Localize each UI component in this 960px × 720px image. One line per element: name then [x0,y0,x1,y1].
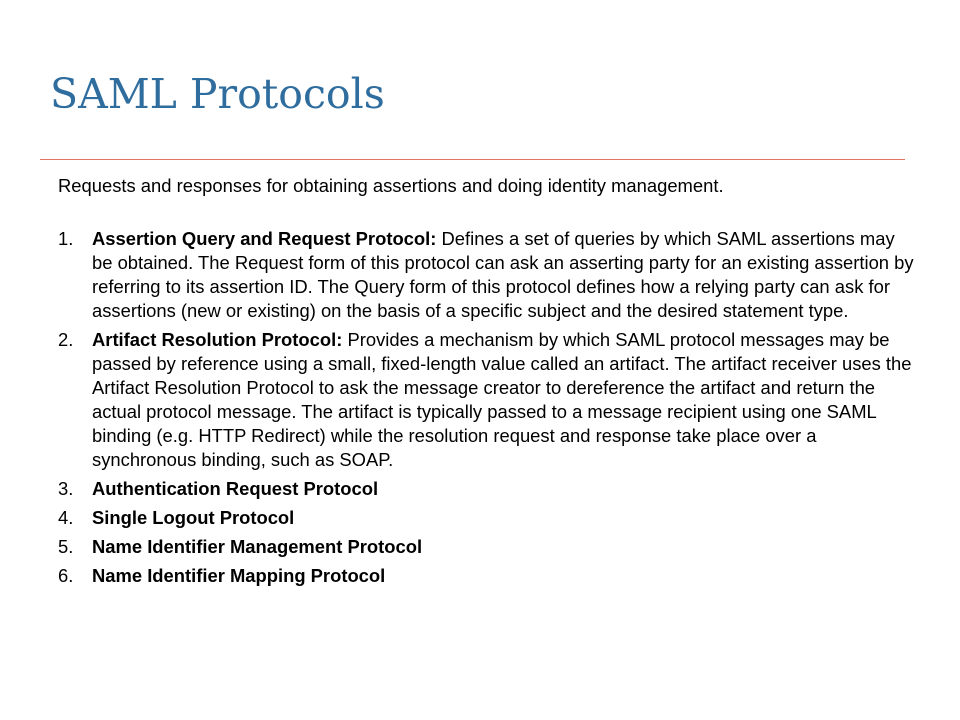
intro-text: Requests and responses for obtaining assertions and doing identity management. [58,175,724,196]
list-item [58,477,918,501]
item-title: Single Logout Protocol [92,507,295,528]
item-title: Name Identifier Mapping Protocol [92,565,386,586]
item-number: 6. [58,565,74,586]
item-description: Defines a set of queries by which SAML assertions may be obtained. The Request form of this protocol can ask an asserting party for an existing assertion by referring to its assertion ID. The Query form of this protocol defines how a relying party can ask for assertions (new or existing) on the basis of a specific subject and the desired statement type. [92,228,914,321]
list-item [58,227,918,323]
item-description: Provides a mechanism by which SAML protocol messages may be passed by reference using a small, fixed-length value called an artifact. The artifact receiver uses the Artifact Resolution Protocol to ask the message creator to dereference the artifact and return the actual protocol message. The artifact is typically passed to a message recipient using one SAML binding (e.g. HTTP Redirect) while the resolution request and response take place over a synchronous binding, such as SOAP. [92,329,912,470]
list-item [58,564,918,588]
item-title: Authentication Request Protocol [92,478,379,499]
item-number: 4. [58,507,74,528]
protocol-list [58,227,918,588]
item-number: 2. [58,329,74,350]
title-divider [40,159,905,160]
list-item [58,328,918,472]
list-item [58,535,918,559]
item-title: Artifact Resolution Protocol: [92,329,343,350]
slide-body [58,174,918,593]
item-title: Name Identifier Management Protocol [92,536,423,557]
list-item [58,506,918,530]
item-number: 3. [58,478,74,499]
slide-title: SAML Protocols [50,70,385,118]
item-number: 5. [58,536,74,557]
item-number: 1. [58,228,74,249]
item-title: Assertion Query and Request Protocol: [92,228,437,249]
